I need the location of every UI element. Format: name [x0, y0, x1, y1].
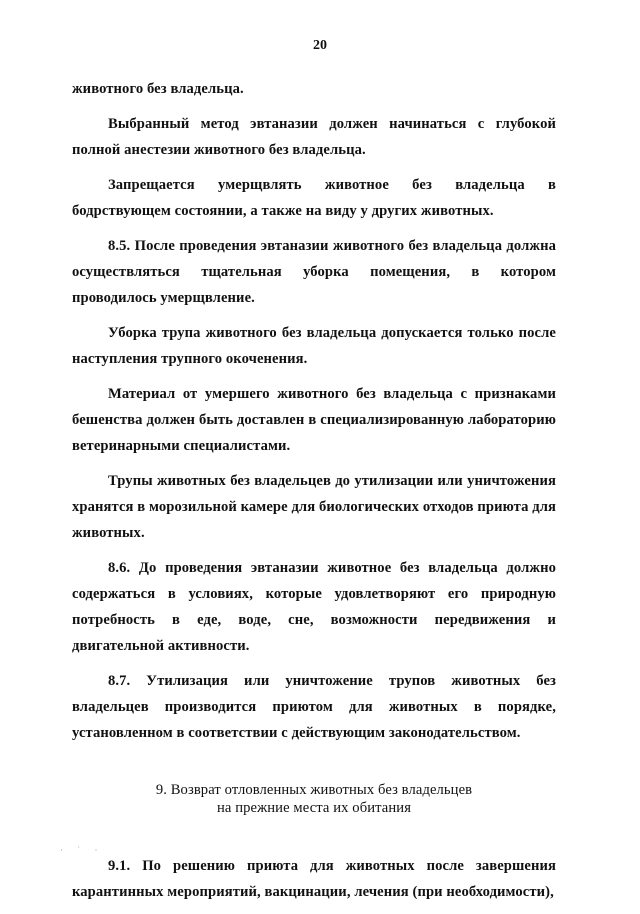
- paragraph-9-1: 9.1. По решению приюта для животных после завершения карантинных мероприятий, вакцинации, лечения (при необходимости),: [72, 857, 556, 900]
- section-heading-line-1: 9. Возврат отловленных животных без владельцев: [155, 781, 473, 798]
- document-body: [72, 76, 556, 914]
- section-heading: [72, 781, 556, 817]
- paragraph-8-6: 8.6. До проведения эвтаназии животное без владельца должно содержаться в условиях, которые удовлетворяют его природную потребность в еде, воде, сне, возможности передвижения и двигательной активности.: [72, 559, 556, 655]
- paragraph-8-5: 8.5. После проведения эвтаназии животного без владельца должна осуществляться тщательная уборка помещения, в котором проводилось умерщвление.: [72, 237, 556, 306]
- paragraph-corpse-storage: Трупы животных без владельцев до утилизации или уничтожения хранятся в морозильной камере для биологических отходов приюта для животных.: [72, 472, 557, 542]
- paragraph-prohibition: Запрещается умерщвлять животное без владельца в бодрствующем состоянии, а также на виду у других животных.: [72, 176, 556, 219]
- paragraph-rabies-material: Материал от умершего животного без владельца с признаками бешенства должен быть доставлен в специализированную лабораторию ветеринарными специалистами.: [72, 385, 556, 454]
- section-heading-line-2: на прежние места их обитания: [216, 799, 412, 816]
- paragraph-continuation: животного без владельца.: [72, 81, 244, 97]
- paragraph-euthanasia-anesthesia: Выбранный метод эвтаназии должен начинаться с глубокой полной анестезии животного без владельца.: [72, 115, 556, 158]
- scan-marks: · ˙ ·: [60, 845, 104, 855]
- paragraph-corpse-cleaning: Уборка трупа животного без владельца допускается только после наступления трупного окоченения.: [72, 324, 556, 367]
- page-number: 20: [313, 38, 327, 53]
- paragraph-8-7: 8.7. Утилизация или уничтожение трупов животных без владельцев производится приютом для животных в порядке, установленном в соответствии с действующим законодательством.: [72, 673, 556, 742]
